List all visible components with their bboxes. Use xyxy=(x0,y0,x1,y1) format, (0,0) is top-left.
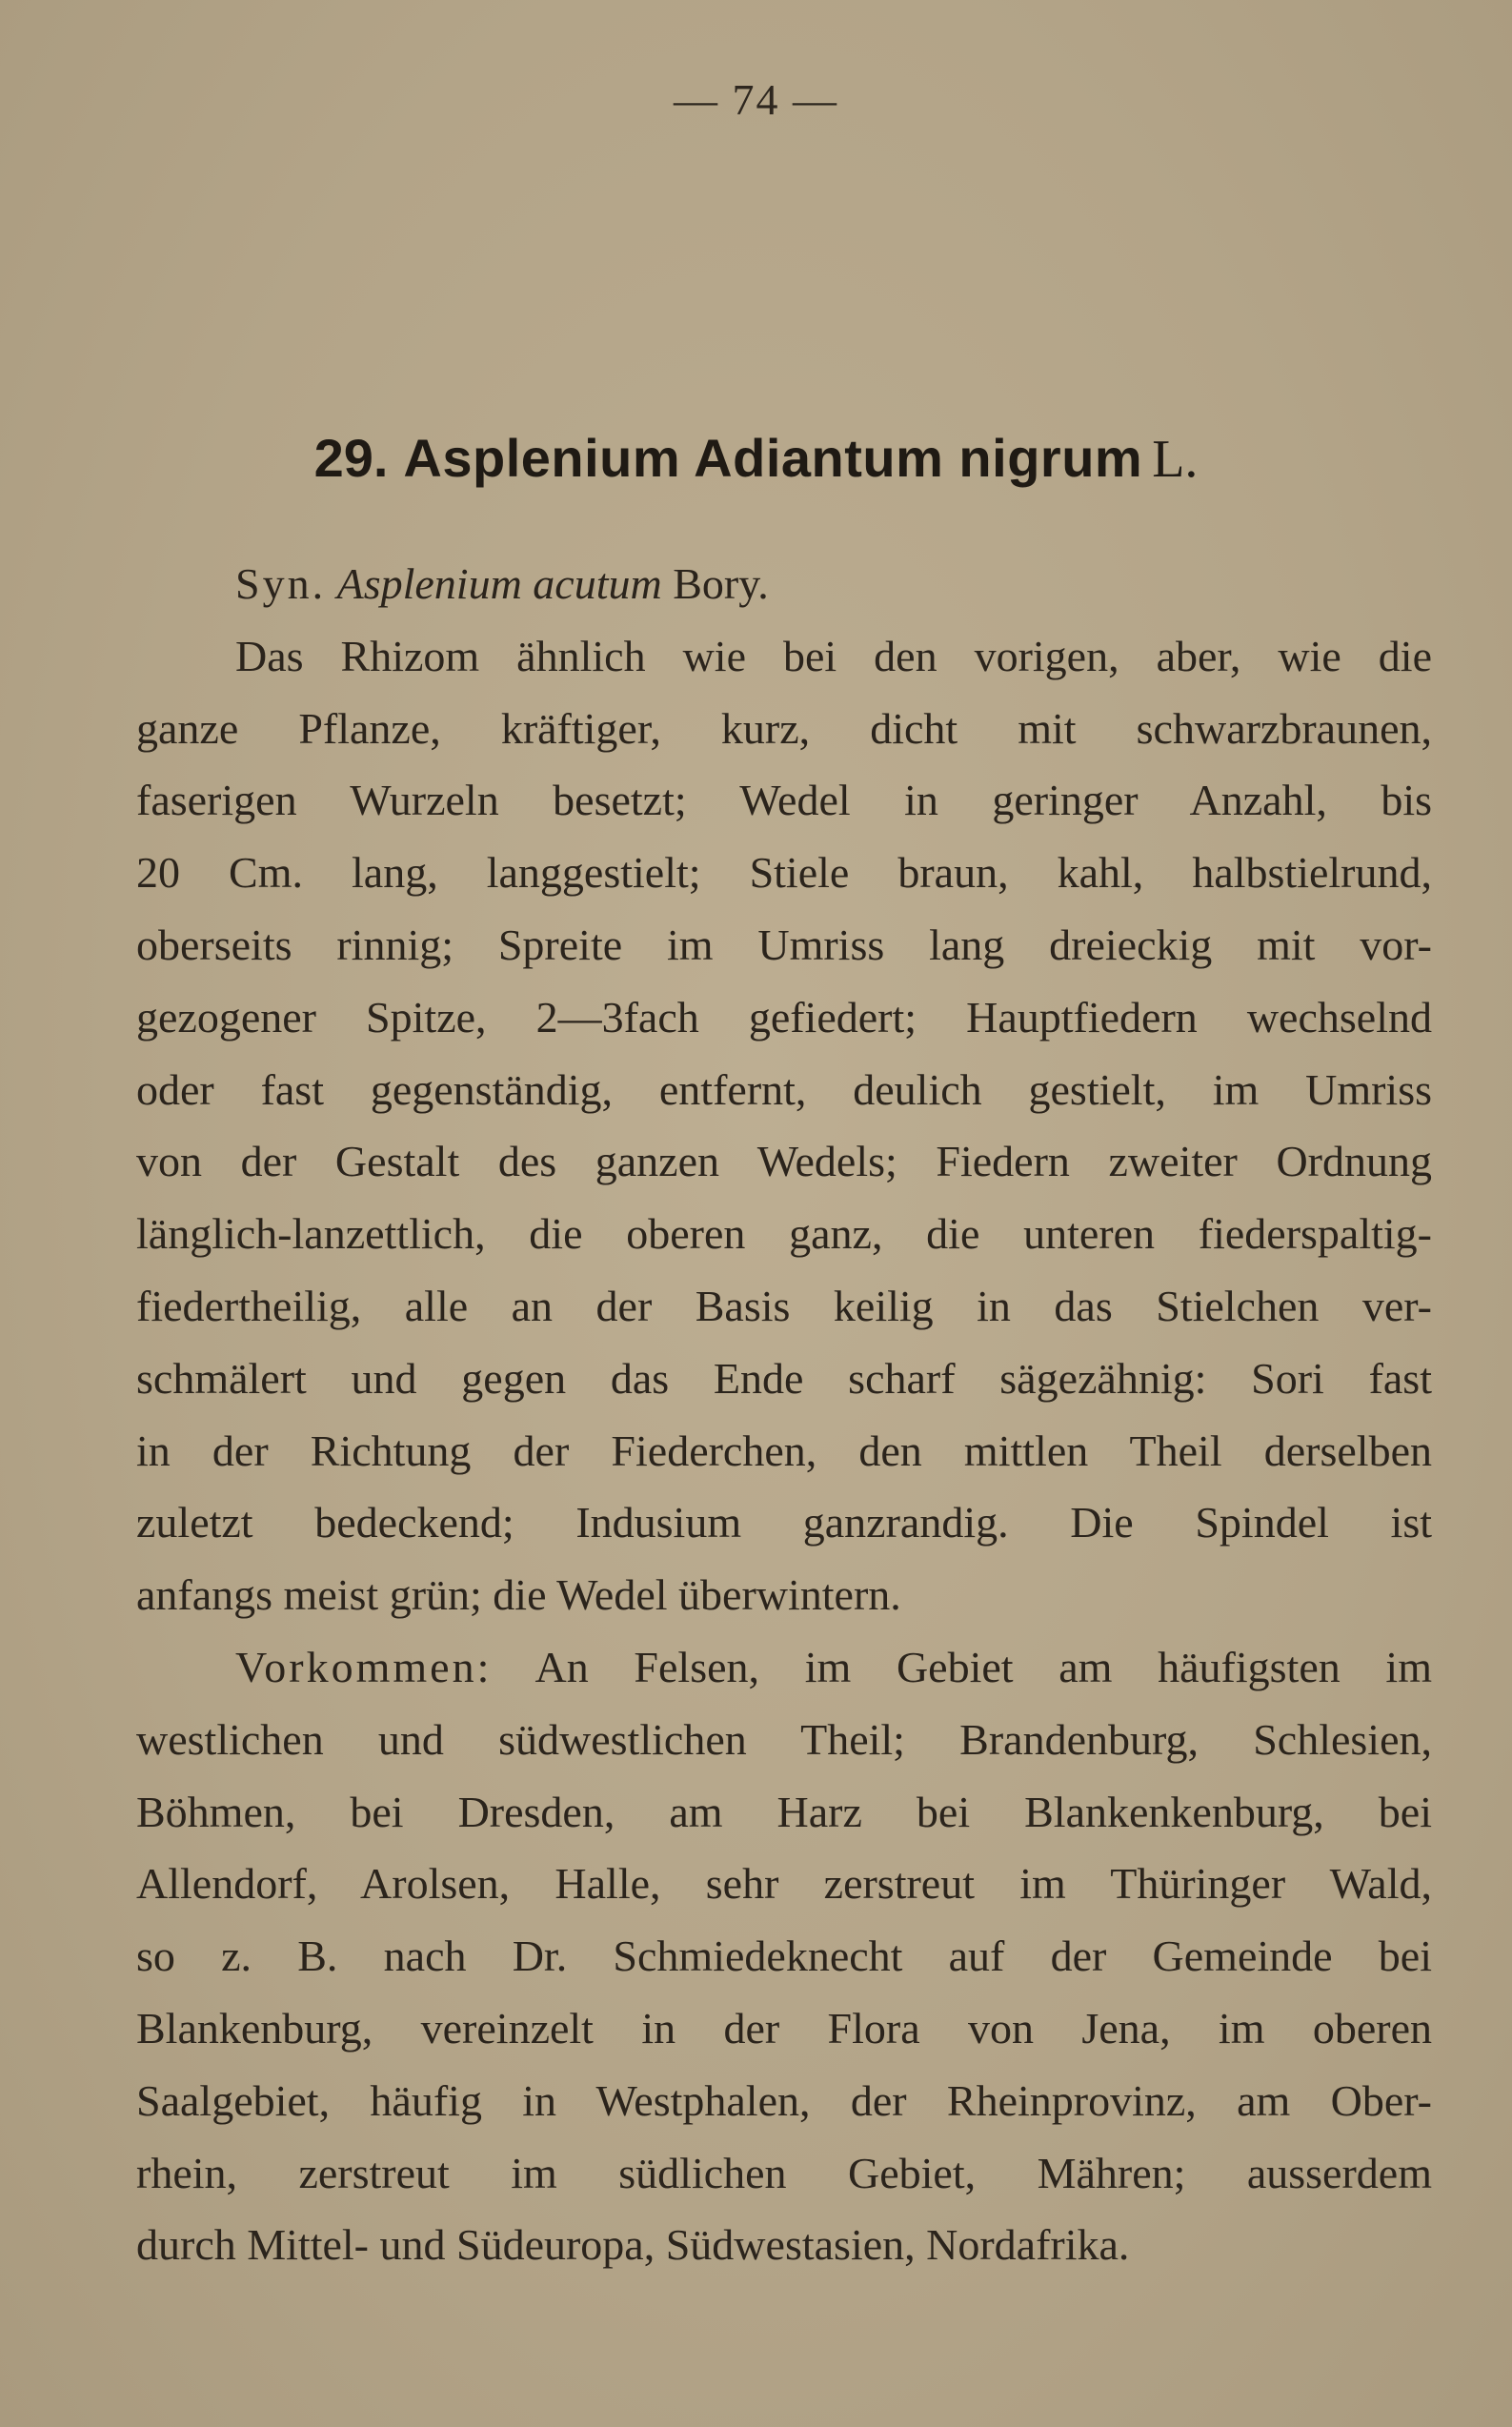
occurrence-line: rhein, zerstreut im südlichen Gebiet, Mähren; ausserdem xyxy=(136,2148,1432,2197)
occurrence-label: Vorkommen: xyxy=(235,1642,493,1691)
description-line: Das Rhizom ähnlich wie bei den vorigen, aber, wie die xyxy=(235,631,1432,680)
species-heading xyxy=(0,427,1512,490)
synonym-line xyxy=(136,548,1432,620)
description-line: fiedertheilig, alle an der Basis keilig in das Stielchen ver- xyxy=(136,1281,1432,1330)
occurrence-line: Allendorf, Arolsen, Halle, sehr zerstreut im Thüringer Wald, xyxy=(136,1859,1432,1909)
page-number: — 74 — xyxy=(674,75,838,124)
occurrence-line: durch Mittel- und Südeuropa, Südwestasien, Nordafrika. xyxy=(136,2220,1130,2270)
species-author: L. xyxy=(1152,430,1199,489)
species-number: 29. xyxy=(313,428,389,488)
description-line: zuletzt bedeckend; Indusium ganzrandig. Die Spindel ist xyxy=(136,1498,1432,1547)
description-line: anfangs meist grün; die Wedel überwintern. xyxy=(136,1570,901,1620)
occurrence-line: westlichen und südwestlichen Theil; Brandenburg, Schlesien, xyxy=(136,1714,1432,1764)
occurrence-first-line xyxy=(136,1631,1432,1704)
description-line: länglich-lanzettlich, die oberen ganz, die unteren fiederspaltig- xyxy=(136,1209,1432,1259)
description-line: gezogener Spitze, 2—3fach gefiedert; Hauptfiedern wechselnd xyxy=(136,992,1432,1042)
occurrence-line: Böhmen, bei Dresden, am Harz bei Blankenkenburg, bei xyxy=(136,1787,1432,1836)
description-line: von der Gestalt des ganzen Wedels; Fiedern zweiter Ordnung xyxy=(136,1137,1432,1186)
description-line: 20 Cm. lang, langgestielt; Stiele braun, kahl, halbstielrund, xyxy=(136,848,1432,898)
description-line: in der Richtung der Fiederchen, den mittlen Theil derselben xyxy=(136,1426,1432,1475)
synonym-author: Bory. xyxy=(673,559,769,608)
description-line: schmälert und gegen das Ende scharf sägezähnig: Sori fast xyxy=(136,1353,1432,1403)
synonym-name: Asplenium acutum xyxy=(336,559,662,608)
occurrence-line: Blankenburg, vereinzelt in der Flora von Jena, im oberen xyxy=(136,2003,1432,2053)
description-line: faserigen Wurzeln besetzt; Wedel in geringer Anzahl, bis xyxy=(136,776,1432,825)
synonym-label: Syn. xyxy=(235,559,327,608)
body-text xyxy=(136,548,1432,2281)
description-line: oder fast gegenständig, entfernt, deulich gestielt, im Umriss xyxy=(136,1064,1432,1114)
description-line: ganze Pflanze, kräftiger, kurz, dicht mit schwarzbraunen, xyxy=(136,703,1432,753)
occurrence-first-line-text: An Felsen, im Gebiet am häufigsten im xyxy=(534,1642,1432,1691)
occurrence-line: so z. B. nach Dr. Schmiedeknecht auf der Gemeinde bei xyxy=(136,1931,1432,1981)
species-name: Asplenium Adiantum nigrum xyxy=(403,428,1143,488)
description-line: oberseits rinnig; Spreite im Umriss lang dreieckig mit vor- xyxy=(136,920,1432,969)
occurrence-line: Saalgebiet, häufig in Westphalen, der Rheinprovinz, am Ober- xyxy=(136,2075,1432,2125)
